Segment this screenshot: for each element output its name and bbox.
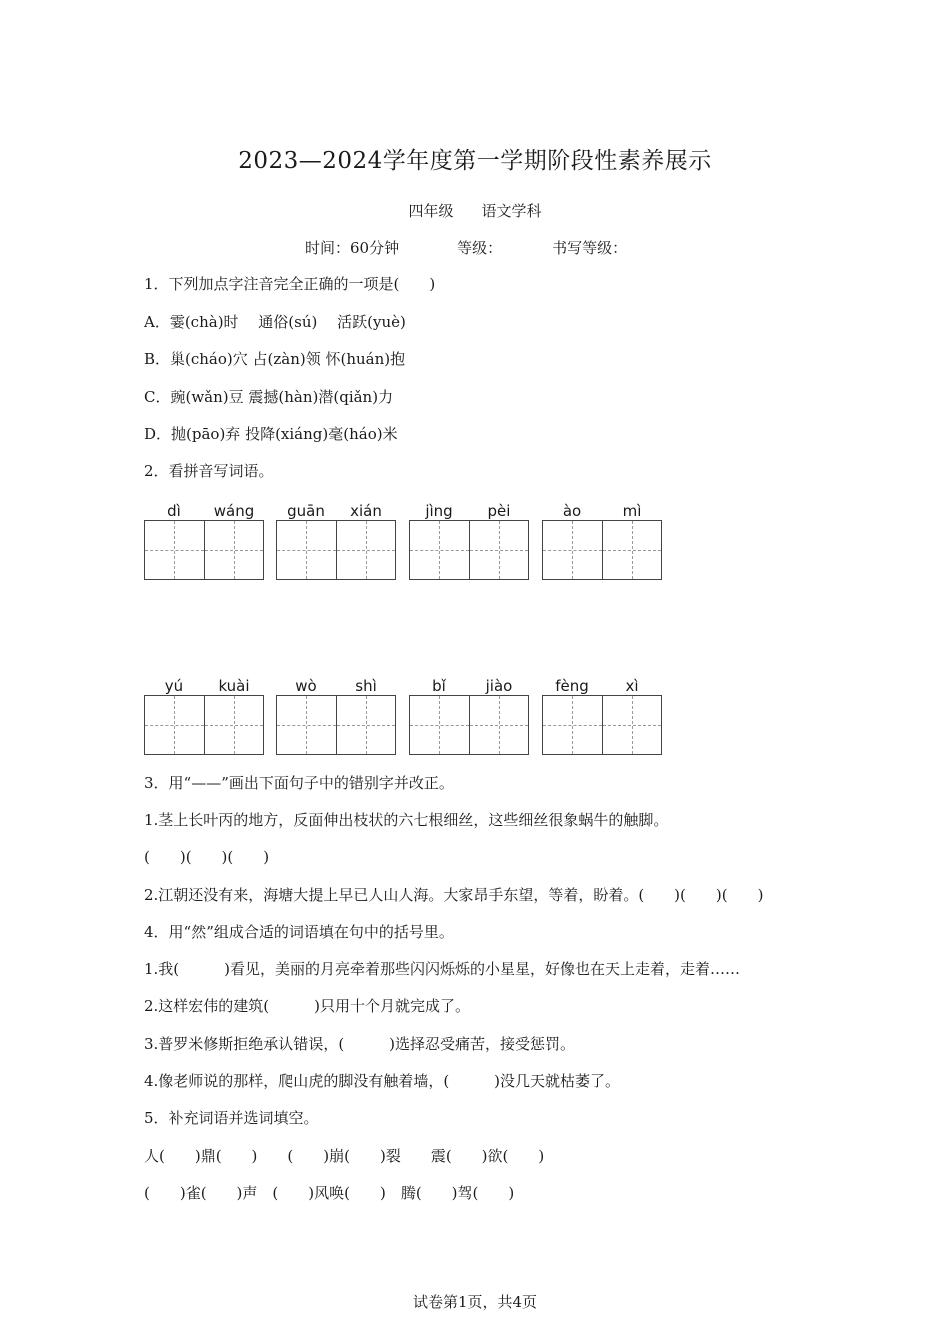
q1-option-c: C．豌(wǎn)豆 震撼(hàn)潜(qiǎn)力 [144, 388, 394, 406]
q3-sentence-1-blanks[interactable]: ( )( )( ) [144, 848, 270, 866]
pinyin-label: pèi [487, 502, 511, 520]
pinyin-label: guān [287, 502, 325, 520]
writing-boxes[interactable] [276, 520, 396, 580]
pinyin-label: jìng [425, 502, 453, 520]
pinyin-label: wò [295, 677, 317, 695]
time-label: 时间：60分钟 [305, 239, 400, 257]
q3-sentence-1: 1.茎上长叶丙的地方，反面伸出枝状的六七根细丝，这些细丝很象蜗牛的触脚。 [144, 811, 669, 829]
pinyin-label: wáng [213, 502, 255, 520]
level-label: 等级： [457, 239, 503, 257]
writing-boxes[interactable] [542, 695, 662, 755]
writing-level-label: 书写等级： [552, 239, 628, 257]
pinyin-label: mì [622, 502, 642, 520]
pinyin-label: bǐ [432, 677, 446, 695]
writing-boxes[interactable] [276, 695, 396, 755]
q4-stem: 4．用“然”组成合适的词语填在句中的括号里。 [144, 923, 454, 941]
q2-stem: 2．看拼音写词语。 [144, 462, 274, 480]
pinyin-label: jiào [485, 677, 513, 695]
q3-sentence-2: 2.江朝还没有来，海塘大提上早已人山人海。大家昂手东望，等着，盼着。( )( )( ) [144, 886, 764, 904]
pinyin-label: xián [350, 502, 382, 520]
writing-boxes[interactable] [409, 695, 529, 755]
writing-boxes[interactable] [144, 520, 264, 580]
writing-boxes[interactable] [409, 520, 529, 580]
page-footer: 试卷第1页，共4页 [412, 1293, 538, 1311]
exam-subtitle [0, 200, 950, 221]
q5-stem: 5．补充词语并选词填空。 [144, 1109, 319, 1127]
pinyin-label: dì [167, 502, 181, 520]
q4-sentence-2: 2.这样宏伟的建筑( )只用十个月就完成了。 [144, 997, 471, 1015]
q1-option-b: B．巢(cháo)穴 占(zàn)领 怀(huán)抱 [144, 350, 406, 368]
pinyin-label: shì [355, 677, 377, 695]
q5-row-2: ( )雀( )声 ( )风唤( ) 腾( )驾( ) [144, 1184, 515, 1202]
q1-stem: 1．下列加点字注音完全正确的一项是( ) [144, 275, 436, 293]
q1-option-d: D．抛(pāo)弃 投降(xiáng)毫(háo)米 [144, 425, 398, 443]
q4-sentence-1: 1.我( )看见，美丽的月亮牵着那些闪闪烁烁的小星星，好像也在天上走着，走着…… [144, 960, 741, 978]
subject-label: 语文学科 [481, 202, 542, 220]
exam-meta [305, 237, 627, 258]
grade-label: 四年级 [408, 202, 454, 220]
exam-title: 2023—2024学年度第一学期阶段性素养展示 [238, 148, 712, 174]
q4-sentence-3: 3.普罗米修斯拒绝承认错误，( )选择忍受痛苦，接受惩罚。 [144, 1035, 576, 1053]
pinyin-label: yú [164, 677, 184, 695]
pinyin-label: xì [625, 677, 639, 695]
pinyin-label: ào [562, 502, 582, 520]
q3-stem: 3．用“——”画出下面句子中的错别字并改正。 [144, 774, 454, 792]
q4-sentence-4: 4.像老师说的那样，爬山虎的脚没有触着墙，( )没几天就枯萎了。 [144, 1072, 621, 1090]
pinyin-label: kuài [218, 677, 250, 695]
writing-boxes[interactable] [542, 520, 662, 580]
q5-row-1: 人( )鼎( ) ( )崩( )裂 震( )欲( ) [144, 1147, 545, 1165]
q1-option-a: A．霎(chà)时 通俗(sú) 活跃(yuè) [144, 313, 406, 331]
pinyin-label: fèng [555, 677, 589, 695]
writing-boxes[interactable] [144, 695, 264, 755]
